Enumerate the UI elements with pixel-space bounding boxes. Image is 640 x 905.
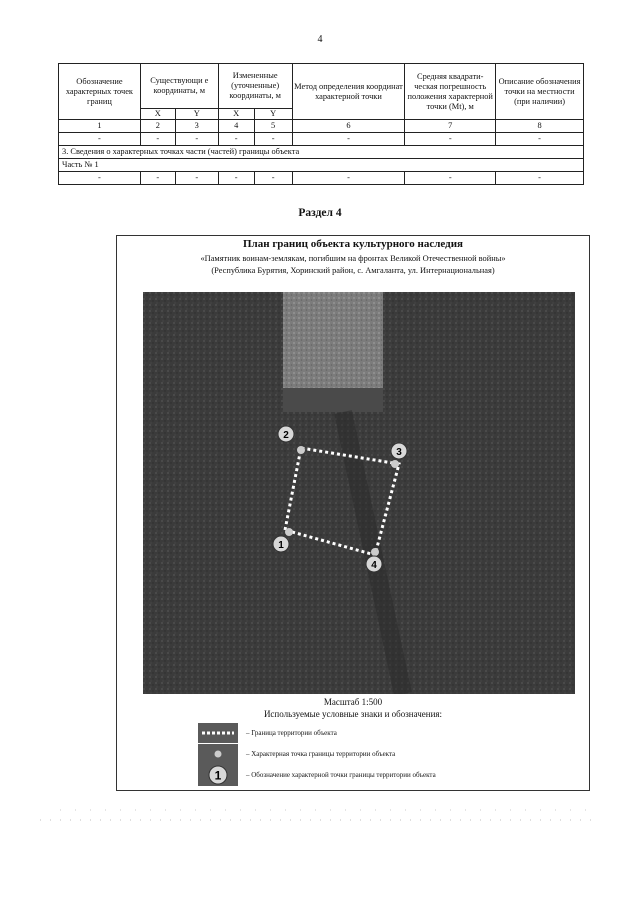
coordinates-table [58,63,584,185]
table-cell: - [496,133,584,146]
table-cell: - [405,133,496,146]
boundary-point [391,460,399,468]
header-accuracy: Средняя квадрати-ческая погрешность положения характерной точки (Mt), м [405,64,496,120]
table-cell: 6 [292,120,405,133]
table-section-row [59,146,584,159]
table-header-row [59,64,584,109]
point-label: 3 [396,447,402,458]
point-marker-2 [278,426,294,442]
legend-item-boundary: – Граница территории объекта [246,729,337,737]
table-cell: - [59,172,141,185]
table-cell: - [175,172,218,185]
point-label: 1 [278,540,284,551]
table-row [59,133,584,146]
plan-location: (Республика Бурятия, Хоринский район, с. Амгаланта, ул. Интернациональная) [211,266,495,275]
object-boundary [285,448,399,555]
point-marker-1 [273,536,289,552]
table-cell: - [292,133,405,146]
point-label: 2 [283,430,289,441]
scan-noise-line [0,806,640,826]
subheader-y: Y [254,109,292,120]
table-cell: 7 [405,120,496,133]
page-number: 4 [317,34,323,45]
part-1-caption: Часть № 1 [59,159,584,172]
boundary-point [297,446,305,454]
legend-number: 1 [214,768,222,783]
legend-point-swatch [198,744,238,764]
point-marker-4 [366,556,382,572]
subheader-x: X [140,109,175,120]
table-cell: - [254,133,292,146]
map-scale: Масштаб 1:500 [323,697,383,707]
header-existing-coords: Существующи е координаты, м [140,64,218,109]
table-cell: 3 [175,120,218,133]
table-cell: 2 [140,120,175,133]
point-marker-3 [391,443,407,459]
legend-title: Используемые условные знаки и обозначения: [263,709,443,719]
boundary-point [285,528,293,536]
legend-item-label: – Обозначение характерной точки границы территории объекта [246,771,436,779]
header-method: Метод определения координат характерной точки [292,64,405,120]
table-cell: - [292,172,405,185]
table-part-row [59,159,584,172]
section-title: Раздел 4 [298,207,342,219]
table-cell: - [254,172,292,185]
legend-label-swatch [198,764,238,786]
legend-item-point: – Характерная точка границы территории объекта [246,750,396,758]
header-point-designation: Обозначение характерных точек границ [59,64,141,120]
table-cell: 1 [59,120,141,133]
header-changed-coords: Измененные (уточненные) координаты, м [218,64,292,109]
table-cell: 5 [254,120,292,133]
table-cell: 4 [218,120,254,133]
subheader-x: X [218,109,254,120]
plan-subtitle: «Памятник воинам-землякам, погибшим на фронтах Великой Отечественной войны» [200,254,506,263]
table-column-numbers-row [59,120,584,133]
section-3-caption: 3. Сведения о характерных точках части (частей) границы объекта [59,146,584,159]
table-cell: - [59,133,141,146]
boundary-layer [143,292,575,694]
table-cell: - [140,133,175,146]
table-cell: - [405,172,496,185]
header-description: Описание обозначения точки на местности (при наличии) [496,64,584,120]
subheader-y: Y [175,109,218,120]
table-row [59,172,584,185]
point-label: 4 [371,560,377,571]
legend-boundary-swatch [198,723,238,743]
table-cell: - [496,172,584,185]
aerial-map [143,292,575,694]
table-cell: 8 [496,120,584,133]
boundary-point [371,548,379,556]
table-cell: - [175,133,218,146]
table-cell: - [218,133,254,146]
table-cell: - [140,172,175,185]
table-cell: - [218,172,254,185]
plan-title: План границ объекта культурного наследия [243,238,463,250]
